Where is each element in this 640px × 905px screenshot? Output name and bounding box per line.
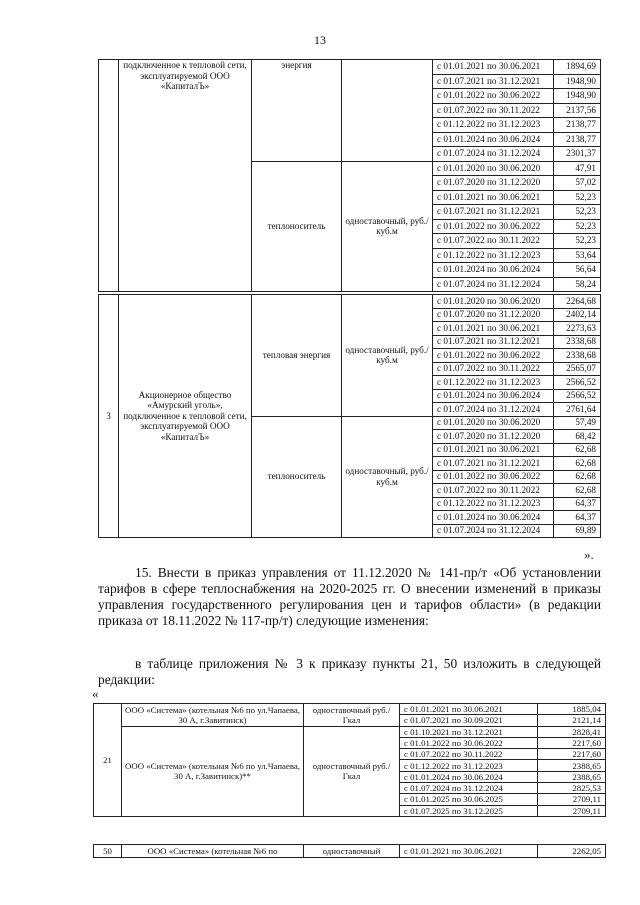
row-number-cell: 50 bbox=[94, 845, 122, 858]
period-cell: с 01.01.2022 по 30.06.2022 bbox=[433, 470, 554, 484]
tariff-value-cell: 2264,68 bbox=[554, 295, 601, 309]
period-cell: с 01.07.2020 по 31.12.2020 bbox=[433, 308, 554, 322]
period-cell: с 01.01.2021 по 30.06.2021 bbox=[433, 190, 554, 205]
unit-cell: одноставочный, руб./куб.м bbox=[342, 416, 433, 538]
unit-cell: одноставочный, руб./куб.м bbox=[342, 295, 433, 417]
organization-cell: ООО «Система» (котельная №6 по ул.Чапаева, 30 А, г.Завитинск)** bbox=[122, 726, 304, 816]
unit-cell: одноставочный, руб./куб.м bbox=[342, 161, 433, 292]
tariff-value-cell: 52,23 bbox=[554, 205, 601, 220]
period-cell: с 01.12.2022 по 31.12.2023 bbox=[433, 248, 554, 263]
tariff-value-cell: 64,37 bbox=[554, 497, 601, 511]
tariff-value-cell: 62,68 bbox=[554, 443, 601, 457]
tariff-value-cell: 53,64 bbox=[554, 248, 601, 263]
unit-cell: одноставочный bbox=[304, 845, 400, 858]
period-cell: с 01.01.2020 по 30.06.2020 bbox=[433, 161, 554, 176]
unit-cell: одноставочный руб./Гкал bbox=[304, 726, 400, 816]
organization-cell: ООО «Система» (котельная №6 по ул.Чапаева, 30 А, г.Завитинск) bbox=[122, 704, 304, 727]
row-number-cell bbox=[99, 60, 119, 292]
tariff-value-cell: 52,23 bbox=[554, 190, 601, 205]
period-cell: с 01.01.2021 по 30.06.2021 bbox=[433, 322, 554, 336]
period-cell: с 01.01.2024 по 30.06.2024 bbox=[433, 132, 554, 147]
period-cell: с 01.12.2022 по 31.12.2023 bbox=[433, 497, 554, 511]
tariff-value-cell: 58,24 bbox=[554, 277, 601, 292]
period-cell: с 01.07.2024 по 31.12.2024 bbox=[433, 277, 554, 292]
paragraph-15: 15. Внести в приказ управления от 11.12.2020 № 141-пр/т «Об установлении тарифов в сфере теплоснабжения на 2020-2025 гг. О внесении изменений в приказы управления государственного регулирования цен и тарифов области» (в редакции приказа от 18.11.2022 № 117-пр/т) следующие изменения: bbox=[98, 565, 601, 628]
period-cell: с 01.01.2022 по 30.06.2022 bbox=[433, 89, 554, 104]
period-cell: с 01.01.2021 по 30.06.2021 bbox=[433, 60, 554, 75]
period-cell: с 01.01.2021 по 30.06.2021 bbox=[433, 443, 554, 457]
period-cell: с 01.07.2024 по 31.12.2024 bbox=[433, 147, 554, 162]
tariff-value-cell: 2388,65 bbox=[538, 760, 606, 771]
tariff-value-cell: 2388,65 bbox=[538, 771, 606, 782]
period-cell: с 01.01.2024 по 30.06.2024 bbox=[433, 389, 554, 403]
period-cell: с 01.01.2024 по 30.06.2024 bbox=[433, 263, 554, 278]
organization-cell: подключенное к тепловой сети, эксплуатируемой ООО «КапиталЪ» bbox=[119, 60, 252, 292]
period-cell: с 01.07.2024 по 31.12.2024 bbox=[400, 783, 538, 794]
page-number: 13 bbox=[314, 33, 326, 47]
period-cell: с 01.07.2022 по 30.11.2022 bbox=[400, 749, 538, 760]
tariff-value-cell: 2761,64 bbox=[554, 403, 601, 417]
period-cell: с 01.07.2021 по 31.12.2021 bbox=[433, 457, 554, 471]
table-row bbox=[99, 60, 601, 75]
tariff-value-cell: 52,23 bbox=[554, 219, 601, 234]
resource-cell: теплоноситель bbox=[252, 161, 342, 292]
period-cell: с 01.12.2022 по 31.12.2023 bbox=[433, 376, 554, 390]
tariff-value-cell: 2709,11 bbox=[538, 794, 606, 805]
tariff-value-cell: 62,68 bbox=[554, 457, 601, 471]
period-cell: с 01.10.2021 по 31.12.2021 bbox=[400, 726, 538, 737]
period-cell: с 01.07.2022 по 30.11.2022 bbox=[433, 234, 554, 249]
tariff-value-cell: 1948,90 bbox=[554, 74, 601, 89]
period-cell: с 01.01.2022 по 30.06.2022 bbox=[433, 219, 554, 234]
tariff-value-cell: 2301,37 bbox=[554, 147, 601, 162]
row-number-cell: 3 bbox=[99, 295, 119, 538]
period-cell: с 01.07.2020 по 31.12.2020 bbox=[433, 176, 554, 191]
period-cell: с 01.07.2022 по 30.11.2022 bbox=[433, 484, 554, 498]
opening-quote: « bbox=[92, 686, 99, 701]
tariff-value-cell: 57,02 bbox=[554, 176, 601, 191]
period-cell: с 01.01.2022 по 30.06.2022 bbox=[400, 737, 538, 748]
period-cell: с 01.01.2021 по 30.06.2021 bbox=[400, 845, 538, 858]
tariff-value-cell: 2137,56 bbox=[554, 103, 601, 118]
resource-cell: теплоноситель bbox=[252, 416, 342, 538]
unit-cell: одноставочный руб./Гкал bbox=[304, 704, 400, 727]
organization-cell: ООО «Система» (котельная №6 по bbox=[122, 845, 304, 858]
table-row bbox=[94, 704, 606, 715]
tariff-value-cell: 2217,60 bbox=[538, 749, 606, 760]
tariff-value-cell: 1885,04 bbox=[538, 704, 606, 715]
table-row bbox=[99, 295, 601, 309]
tariff-value-cell: 62,68 bbox=[554, 484, 601, 498]
period-cell: с 01.01.2022 по 30.06.2022 bbox=[433, 349, 554, 363]
tariff-table-item-50 bbox=[93, 844, 606, 858]
organization-cell: Акционерное общество «Амурский уголь», подключенное к тепловой сети, эксплуатируемой ООО «КапиталЪ» bbox=[119, 295, 252, 538]
period-cell: с 01.07.2021 по 31.12.2021 bbox=[433, 335, 554, 349]
period-cell: с 01.01.2024 по 30.06.2024 bbox=[400, 771, 538, 782]
period-cell: с 01.07.2022 по 30.11.2022 bbox=[433, 103, 554, 118]
period-cell: с 01.07.2021 по 31.12.2021 bbox=[433, 205, 554, 220]
resource-cell: энергия bbox=[252, 60, 342, 162]
tariff-value-cell: 2828,41 bbox=[538, 726, 606, 737]
period-cell: с 01.07.2021 по 30.09.2021 bbox=[400, 715, 538, 726]
tariff-table-continued bbox=[98, 59, 601, 292]
tariff-value-cell: 2338,68 bbox=[554, 335, 601, 349]
tariff-value-cell: 2566,52 bbox=[554, 389, 601, 403]
tariff-value-cell: 2262,05 bbox=[538, 845, 606, 858]
tariff-value-cell: 68,42 bbox=[554, 430, 601, 444]
tariff-value-cell: 2138,77 bbox=[554, 132, 601, 147]
period-cell: с 01.01.2024 по 30.06.2024 bbox=[433, 511, 554, 525]
tariff-value-cell: 2709,11 bbox=[538, 805, 606, 816]
period-cell: с 01.12.2022 по 31.12.2023 bbox=[400, 760, 538, 771]
closing-quote: ». bbox=[584, 547, 594, 562]
tariff-value-cell: 2825,53 bbox=[538, 783, 606, 794]
tariff-value-cell: 2138,77 bbox=[554, 118, 601, 133]
period-cell: с 01.01.2020 по 30.06.2020 bbox=[433, 295, 554, 309]
paragraph-appendix: в таблице приложения № 3 к приказу пункты 21, 50 изложить в следующей редакции: bbox=[98, 656, 601, 687]
tariff-value-cell: 2273,63 bbox=[554, 322, 601, 336]
tariff-value-cell: 62,68 bbox=[554, 470, 601, 484]
tariff-value-cell: 2566,52 bbox=[554, 376, 601, 390]
tariff-value-cell: 2217,60 bbox=[538, 737, 606, 748]
tariff-value-cell: 2121,14 bbox=[538, 715, 606, 726]
period-cell: с 01.01.2021 по 30.06.2021 bbox=[400, 704, 538, 715]
tariff-value-cell: 64,37 bbox=[554, 511, 601, 525]
tariff-table-row-3 bbox=[98, 294, 601, 538]
tariff-value-cell: 2402,14 bbox=[554, 308, 601, 322]
tariff-value-cell: 57,49 bbox=[554, 416, 601, 430]
period-cell: с 01.12.2022 по 31.12.2023 bbox=[433, 118, 554, 133]
resource-cell: тепловая энергия bbox=[252, 295, 342, 417]
row-number-cell: 21 bbox=[94, 704, 122, 817]
period-cell: с 01.01.2020 по 30.06.2020 bbox=[433, 416, 554, 430]
period-cell: с 01.07.2021 по 31.12.2021 bbox=[433, 74, 554, 89]
tariff-value-cell: 1948,90 bbox=[554, 89, 601, 104]
period-cell: с 01.07.2024 по 31.12.2024 bbox=[433, 524, 554, 538]
tariff-value-cell: 1894,69 bbox=[554, 60, 601, 75]
table-row bbox=[94, 845, 606, 858]
tariff-table-item-21 bbox=[93, 703, 606, 817]
tariff-value-cell: 2565,07 bbox=[554, 362, 601, 376]
tariff-value-cell: 56,64 bbox=[554, 263, 601, 278]
period-cell: с 01.07.2020 по 31.12.2020 bbox=[433, 430, 554, 444]
table-row bbox=[94, 726, 606, 737]
period-cell: с 01.07.2025 по 31.12.2025 bbox=[400, 805, 538, 816]
tariff-value-cell: 69,89 bbox=[554, 524, 601, 538]
unit-cell bbox=[342, 60, 433, 162]
period-cell: с 01.01.2025 по 30.06.2025 bbox=[400, 794, 538, 805]
period-cell: с 01.07.2024 по 31.12.2024 bbox=[433, 403, 554, 417]
tariff-value-cell: 47,91 bbox=[554, 161, 601, 176]
tariff-value-cell: 52,23 bbox=[554, 234, 601, 249]
tariff-value-cell: 2338,68 bbox=[554, 349, 601, 363]
period-cell: с 01.07.2022 по 30.11.2022 bbox=[433, 362, 554, 376]
